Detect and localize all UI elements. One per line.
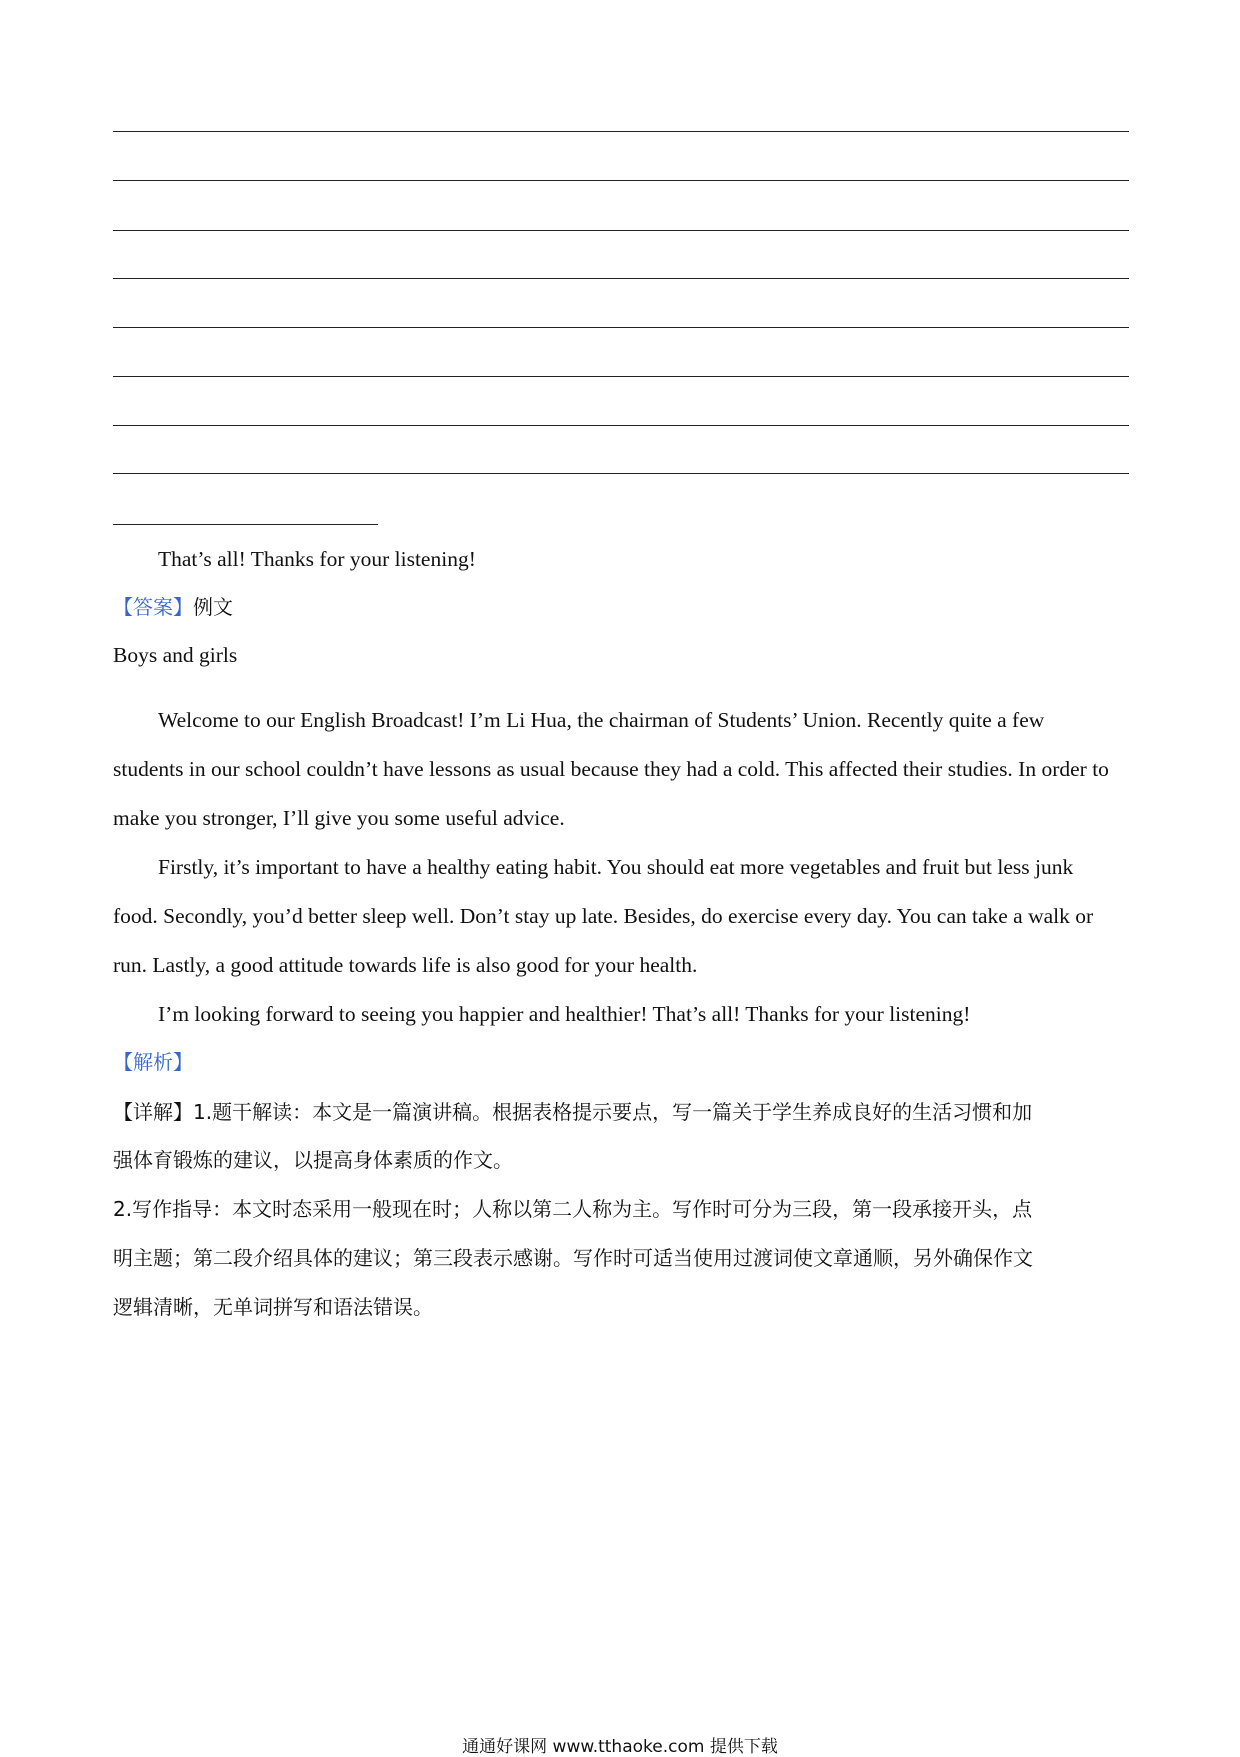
writing-line (113, 376, 1129, 377)
essay-line: I’m looking forward to seeing you happier and healthier! That’s all! Thanks for your listening! (158, 1002, 971, 1026)
essay-line: Firstly, it’s important to have a healthy eating habit. You should eat more vegetables and fruit but less junk (158, 855, 1074, 879)
analysis-text: 1.题干解读：本文是一篇演讲稿。根据表格提示要点，写一篇关于学生养成良好的生活习惯和加 (193, 1100, 1033, 1124)
writing-line (113, 180, 1129, 181)
essay-line: run. Lastly, a good attitude towards life is also good for your health. (113, 953, 698, 977)
essay-greeting: Boys and girls (113, 643, 238, 667)
closing-line: That’s all! Thanks for your listening! (158, 547, 476, 571)
analysis-line: 逻辑清晰，无单词拼写和语法错误。 (113, 1295, 433, 1319)
essay-line: make you stronger, I’ll give you some useful advice. (113, 806, 565, 830)
writing-line (113, 278, 1129, 279)
answer-label: 【答案】 (113, 595, 193, 619)
writing-line-short (113, 524, 378, 525)
essay-line: food. Secondly, you’d better sleep well. Don’t stay up late. Besides, do exercise every day. You can take a walk or (113, 904, 1094, 928)
analysis-label: 【解析】 (113, 1050, 193, 1074)
answer-title: 例文 (193, 595, 233, 619)
writing-line (113, 230, 1129, 231)
writing-line (113, 473, 1129, 474)
analysis-line: 明主题；第二段介绍具体的建议；第三段表示感谢。写作时可适当使用过渡词使文章通顺，另外确保作文 (113, 1246, 1033, 1270)
analysis-line: 2.写作指导：本文时态采用一般现在时；人称以第二人称为主。写作时可分为三段，第一段承接开头，点 (113, 1197, 1033, 1221)
analysis-line: 强体育锻炼的建议，以提高身体素质的作文。 (113, 1148, 513, 1172)
writing-line (113, 327, 1129, 328)
answer-heading (113, 593, 233, 621)
analysis-line (113, 1098, 1032, 1126)
essay-line: Welcome to our English Broadcast! I’m Li Hua, the chairman of Students’ Union. Recently quite a few (158, 708, 1045, 732)
writing-line (113, 425, 1129, 426)
detail-label: 【详解】 (113, 1100, 193, 1124)
footer-watermark: 通通好课网 www.tthaoke.com 提供下载 (462, 1737, 778, 1757)
writing-line (113, 131, 1129, 132)
essay-line: students in our school couldn’t have lessons as usual because they had a cold. This affected their studies. In order to (113, 757, 1109, 781)
